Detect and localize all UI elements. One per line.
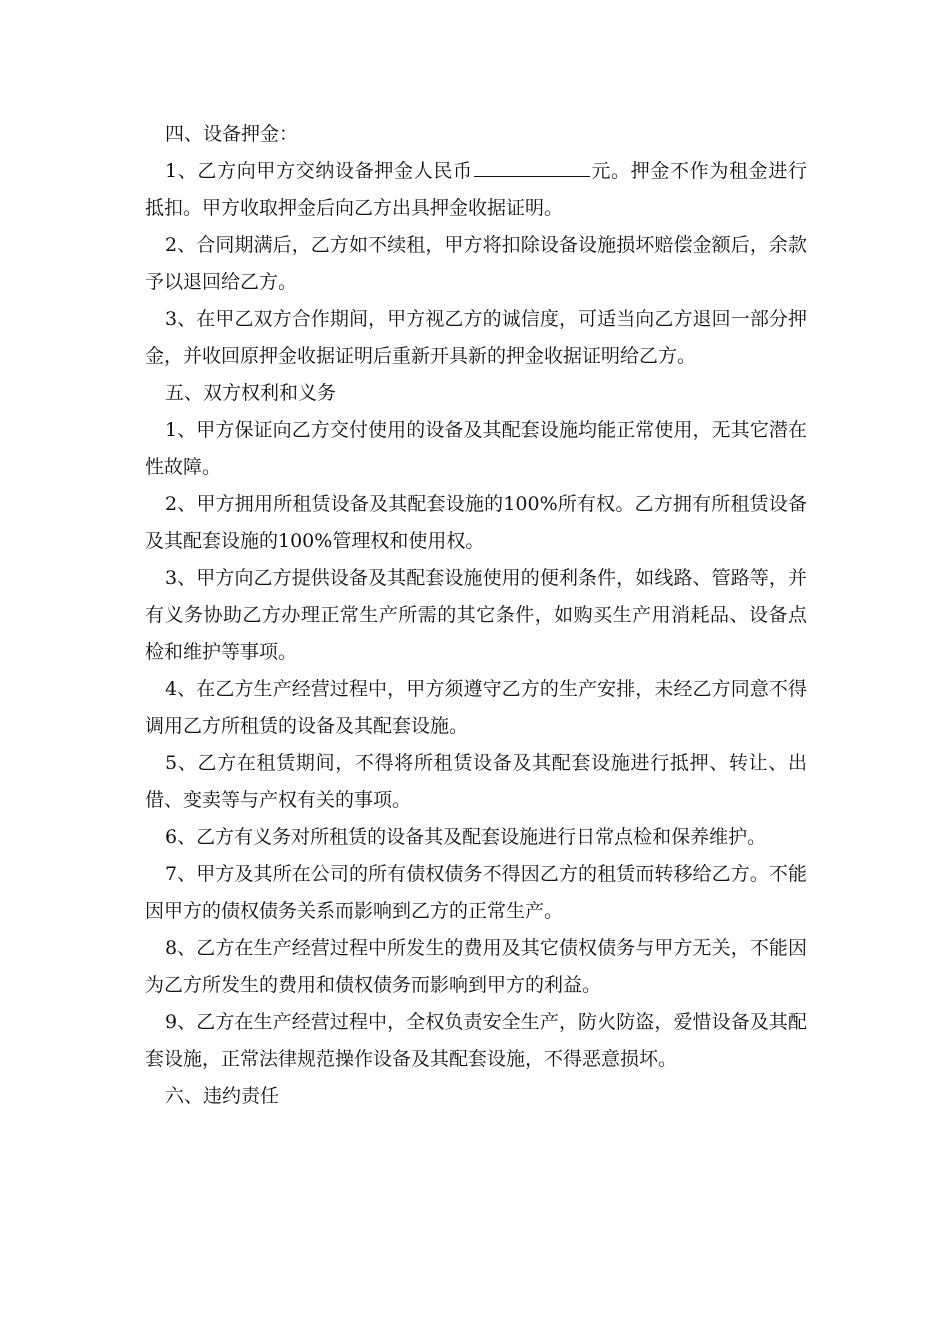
rights-clause-6: 6、乙方有义务对所租赁的设备其及配套设施进行日常点检和保养维护。: [165, 826, 767, 848]
rights-clause-9: 9、乙方在生产经营过程中，全权负责安全生产，防火防盗，爱惜设备及其配套设施，正常法律规范操作设备及其配套设施，不得恶意损坏。: [145, 1011, 807, 1070]
rights-clause-5: 5、乙方在租赁期间，不得将所租赁设备及其配套设施进行抵押、转让、出借、变卖等与产权有关的事项。: [145, 752, 807, 811]
deposit-clause-2: 2、合同期满后，乙方如不续租，甲方将扣除设备设施损坏赔偿金额后，余款予以退回给乙方。: [145, 234, 807, 293]
section-heading-liability: 六、违约责任: [165, 1085, 280, 1107]
section-heading-deposit: 四、设备押金：: [165, 123, 299, 145]
deposit-clause-1-text-start: 1、乙方向甲方交纳设备押金人民币: [165, 160, 473, 182]
document-body: [145, 116, 807, 1115]
rights-clause-3: 3、甲方向乙方提供设备及其配套设施使用的便利条件，如线路、管路等，并有义务协助乙方办理正常生产所需的其它条件，如购买生产用消耗品、设备点检和维护等事项。: [145, 567, 807, 663]
rights-clause-1: 1、甲方保证向乙方交付使用的设备及其配套设施均能正常使用，无其它潜在性故障。: [145, 419, 807, 478]
deposit-clause-3: 3、在甲乙双方合作期间，甲方视乙方的诚信度，可适当向乙方退回一部分押金，并收回原押金收据证明后重新开具新的押金收据证明给乙方。: [145, 308, 807, 367]
section-heading-rights: 五、双方权利和义务: [165, 382, 337, 404]
deposit-clause-1: [145, 153, 807, 227]
deposit-clause-1-text-end: 元。押金不作为租金进行抵扣。甲方收取押金后向乙方出具押金收据证明。: [145, 160, 807, 219]
rights-clause-2: 2、甲方拥用所租赁设备及其配套设施的100%所有权。乙方拥有所租赁设备及其配套设施的100%管理权和使用权。: [145, 493, 807, 552]
rights-clause-7: 7、甲方及其所在公司的所有债权债务不得因乙方的租赁而转移给乙方。不能因甲方的债权债务关系而影响到乙方的正常生产。: [145, 863, 807, 922]
rights-clause-8: 8、乙方在生产经营过程中所发生的费用及其它债权债务与甲方无关，不能因为乙方所发生的费用和债权债务而影响到甲方的利益。: [145, 937, 807, 996]
deposit-amount-blank: [474, 154, 590, 177]
rights-clause-4: 4、在乙方生产经营过程中，甲方须遵守乙方的生产安排，未经乙方同意不得调用乙方所租赁的设备及其配套设施。: [145, 678, 807, 737]
